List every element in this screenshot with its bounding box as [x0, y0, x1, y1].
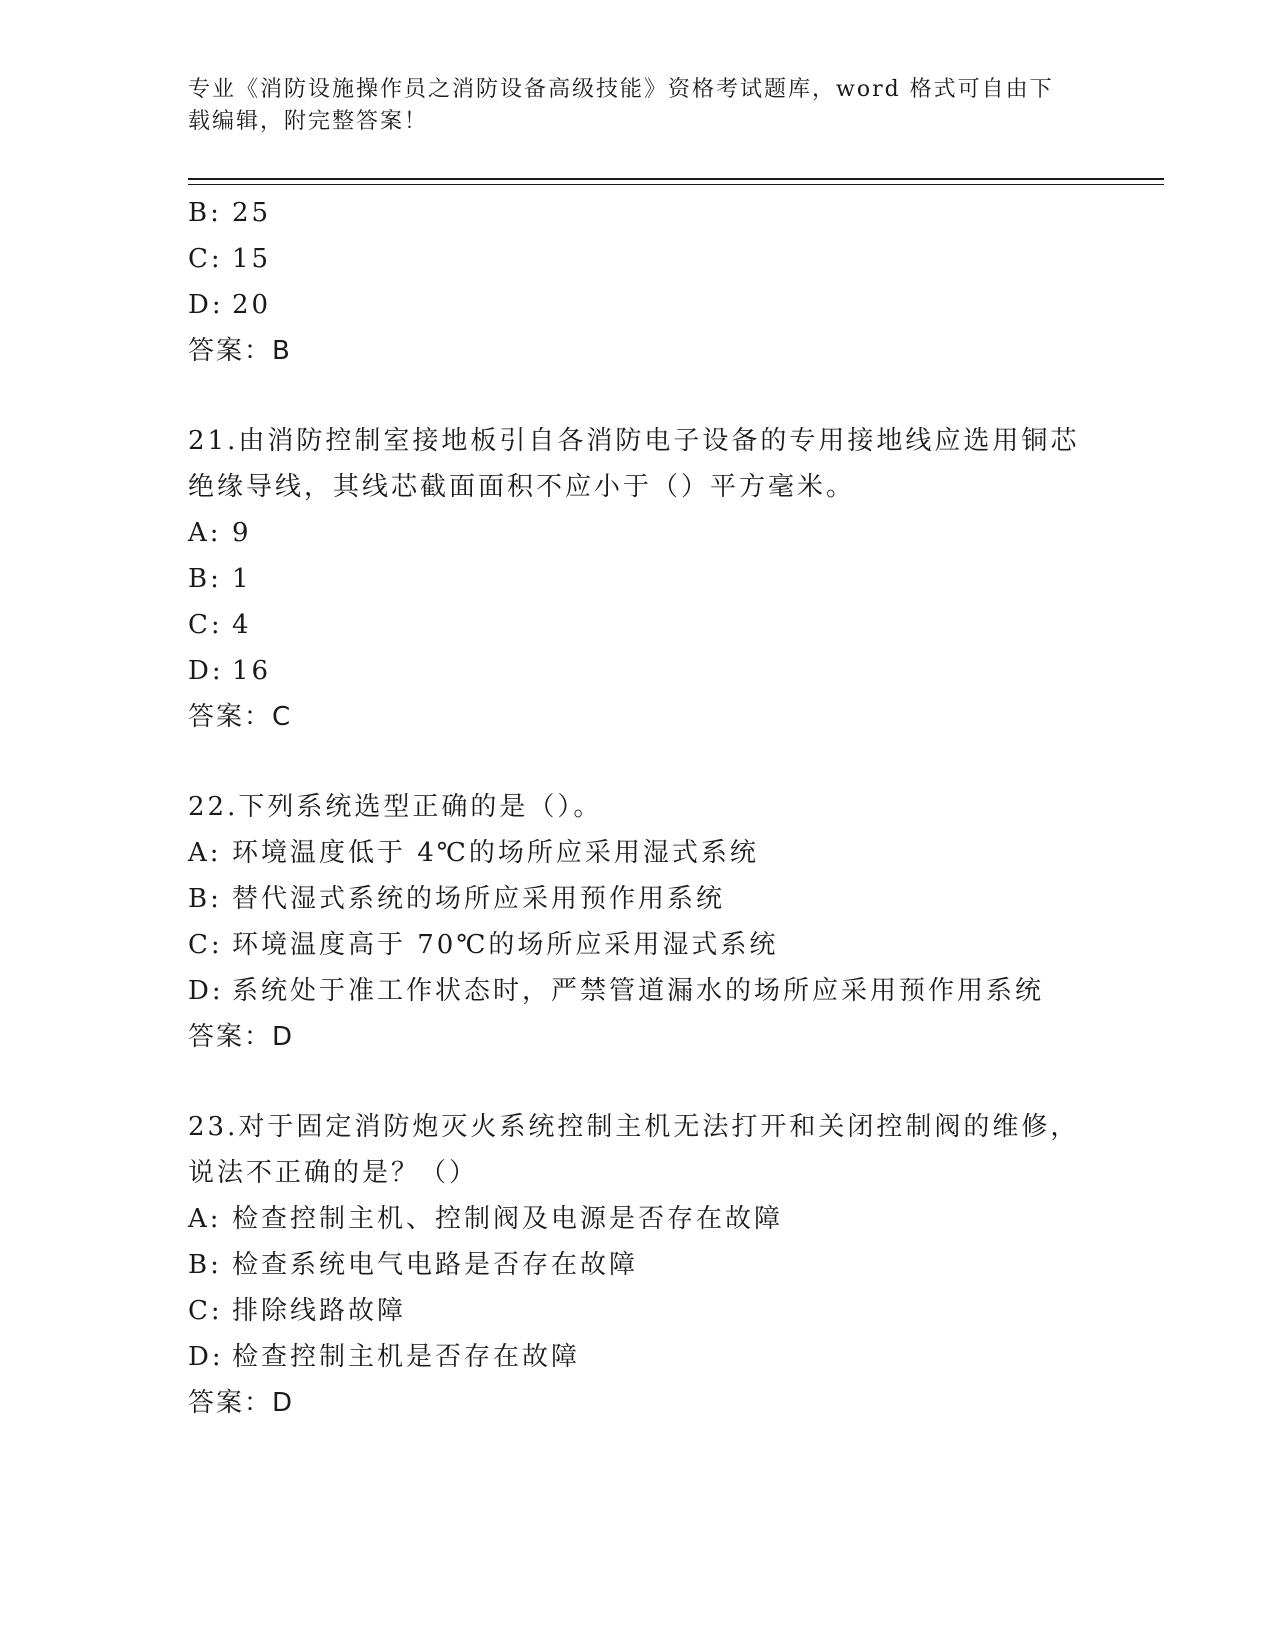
option-text: 20 — [232, 290, 272, 320]
option-letter: C: — [188, 1296, 223, 1326]
question-stem: 22.下列系统选型正确的是（）。 — [188, 792, 603, 822]
question-21 — [188, 418, 1088, 740]
answer-line: 答案：B — [188, 336, 292, 366]
option-text: 检查系统电气电路是否存在故障 — [232, 1250, 639, 1280]
question-stem: 绝缘导线，其线芯截面面积不应小于（）平方毫米。 — [188, 472, 856, 502]
question-spacer — [188, 374, 1088, 418]
option-letter: A: — [188, 1204, 222, 1234]
option-text: 检查控制主机、控制阀及电源是否存在故障 — [232, 1204, 784, 1234]
option-letter: D: — [188, 656, 224, 686]
option-letter: C: — [188, 610, 223, 640]
question-22 — [188, 784, 1088, 1060]
question-stem: 21.由消防控制室接地板引自各消防电子设备的专用接地线应选用铜芯 — [188, 426, 1080, 456]
option-item — [188, 922, 1088, 968]
option-text: 替代湿式系统的场所应采用预作用系统 — [232, 884, 726, 914]
document-header — [188, 74, 1088, 138]
option-item — [188, 876, 1088, 922]
option-item — [188, 1242, 1088, 1288]
option-item — [188, 190, 1088, 236]
answer-line: 答案：D — [188, 1388, 295, 1418]
option-letter: D: — [188, 976, 224, 1006]
option-item — [188, 830, 1088, 876]
option-item — [188, 236, 1088, 282]
question-stem: 说法不正确的是？（） — [188, 1158, 479, 1188]
option-letter: B: — [188, 884, 222, 914]
option-text: 1 — [232, 564, 252, 594]
answer-line: 答案：D — [188, 1022, 295, 1052]
option-text: 25 — [232, 198, 272, 228]
option-text: 9 — [232, 518, 252, 548]
header-divider-thin — [188, 184, 1164, 185]
option-item — [188, 556, 1088, 602]
option-letter: A: — [188, 518, 222, 548]
option-letter: B: — [188, 198, 222, 228]
option-item — [188, 282, 1088, 328]
option-letter: D: — [188, 290, 224, 320]
option-item — [188, 648, 1088, 694]
option-text: 4 — [232, 610, 252, 640]
question-spacer — [188, 1060, 1088, 1104]
option-letter: D: — [188, 1342, 224, 1372]
option-item — [188, 1196, 1088, 1242]
option-letter: C: — [188, 244, 223, 274]
option-item — [188, 1334, 1088, 1380]
option-letter: B: — [188, 1250, 222, 1280]
option-text: 排除线路故障 — [232, 1296, 407, 1326]
question-23 — [188, 1104, 1088, 1426]
option-text: 15 — [232, 244, 272, 274]
header-line-2: 载编辑，附完整答案！ — [188, 109, 429, 134]
question-list — [188, 190, 1088, 1426]
prev-question — [188, 190, 1088, 374]
option-letter: A: — [188, 838, 222, 868]
option-item — [188, 602, 1088, 648]
option-letter: C: — [188, 930, 223, 960]
option-item — [188, 1288, 1088, 1334]
answer-line: 答案：C — [188, 702, 293, 732]
question-stem: 23.对于固定消防炮灭火系统控制主机无法打开和关闭控制阀的维修， — [188, 1112, 1080, 1142]
option-text: 环境温度低于 4℃的场所应采用湿式系统 — [232, 838, 759, 868]
option-text: 16 — [232, 656, 272, 686]
option-text: 系统处于准工作状态时，严禁管道漏水的场所应采用预作用系统 — [232, 976, 1045, 1006]
option-text: 环境温度高于 70℃的场所应采用湿式系统 — [232, 930, 779, 960]
option-letter: B: — [188, 564, 222, 594]
header-divider-thick — [188, 178, 1164, 180]
header-line-1: 专业《消防设施操作员之消防设备高级技能》资格考试题库，word 格式可自由下 — [188, 77, 1054, 102]
option-item — [188, 510, 1088, 556]
question-spacer — [188, 740, 1088, 784]
option-text: 检查控制主机是否存在故障 — [232, 1342, 581, 1372]
option-item — [188, 968, 1088, 1014]
